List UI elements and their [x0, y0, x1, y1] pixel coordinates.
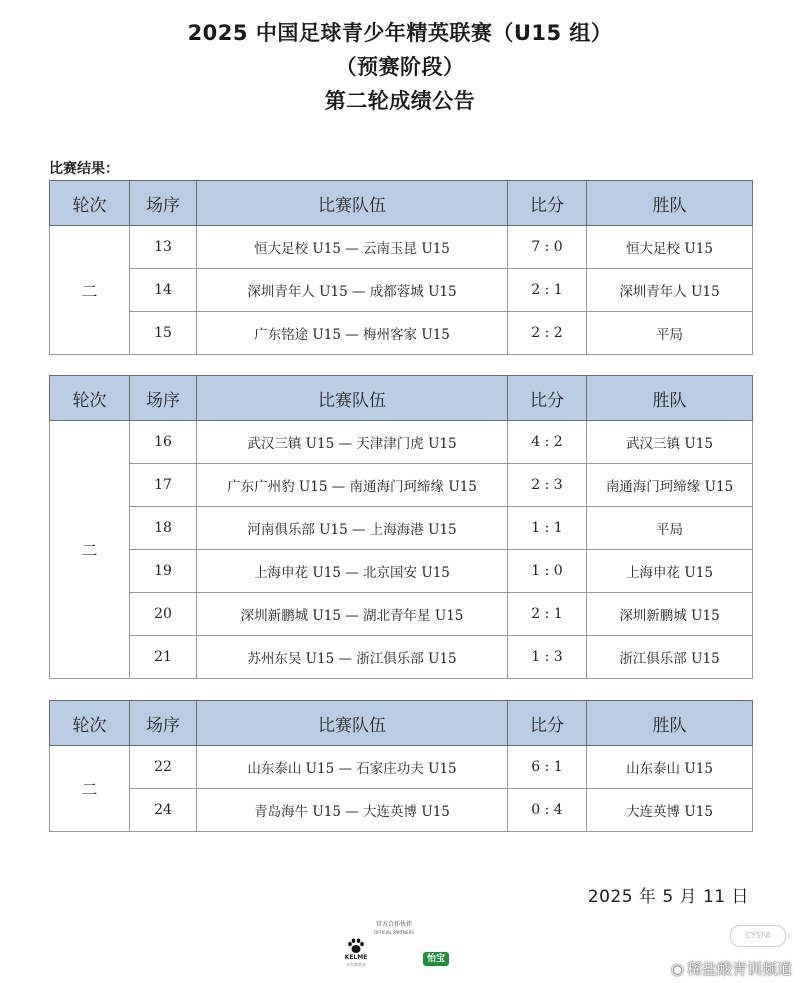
table-row [50, 226, 753, 269]
match-number-cell: 13 [130, 226, 197, 269]
score-cell: 0 : 4 [508, 789, 587, 832]
table-row [50, 312, 753, 355]
column-header: 比分 [508, 181, 587, 226]
paw-icon [347, 938, 365, 954]
title-block [0, 16, 800, 118]
column-header: 胜队 [587, 181, 753, 226]
header-row [50, 181, 753, 226]
round-cell: 二 [50, 746, 130, 832]
table-row [50, 421, 753, 464]
header-row [50, 376, 753, 421]
column-header: 胜队 [587, 701, 753, 746]
table-row [50, 746, 753, 789]
score-cell: 4 : 2 [508, 421, 587, 464]
teams-cell: 上海申花 U15 — 北京国安 U15 [197, 550, 508, 593]
column-header: 比分 [508, 376, 587, 421]
match-number-cell: 15 [130, 312, 197, 355]
table-row [50, 507, 753, 550]
table-row [50, 593, 753, 636]
results-table-1 [49, 180, 753, 355]
column-header: 轮次 [50, 376, 130, 421]
section-label: 比赛结果： [49, 161, 119, 177]
round-cell: 二 [50, 226, 130, 355]
match-number-cell: 18 [130, 507, 197, 550]
kelme-wordmark: KELME [344, 954, 368, 961]
teams-cell: 苏州东吴 U15 — 浙江俱乐部 U15 [197, 636, 508, 679]
header-row [50, 701, 753, 746]
score-cell: 2 : 1 [508, 593, 587, 636]
teams-cell: 武汉三镇 U15 — 天津津门虎 U15 [197, 421, 508, 464]
match-number-cell: 14 [130, 269, 197, 312]
announcement-date: 2025 年 5 月 11 日 [587, 887, 749, 907]
kelme-logo [338, 938, 374, 967]
winner-cell: 武汉三镇 U15 [587, 421, 753, 464]
score-cell: 1 : 0 [508, 550, 587, 593]
watermark-text: 稀盐酸青训频道 [686, 960, 792, 978]
channel-icon: ◉ [670, 960, 684, 978]
score-cell: 7 : 0 [508, 226, 587, 269]
match-number-cell: 20 [130, 593, 197, 636]
channel-watermark [671, 958, 792, 979]
teams-cell: 恒大足校 U15 — 云南玉昆 U15 [197, 226, 508, 269]
score-cell: 6 : 1 [508, 746, 587, 789]
winner-cell: 恒大足校 U15 [587, 226, 753, 269]
column-header: 比分 [508, 701, 587, 746]
column-header: 轮次 [50, 701, 130, 746]
title-line-2: （预赛阶段） [335, 55, 465, 79]
table-row [50, 636, 753, 679]
match-number-cell: 21 [130, 636, 197, 679]
column-header: 场序 [130, 181, 197, 226]
score-cell: 1 : 3 [508, 636, 587, 679]
title-line-1: 2025 中国足球青少年精英联赛（U15 组） [187, 21, 613, 45]
partners-label [374, 921, 414, 937]
match-number-cell: 19 [130, 550, 197, 593]
teams-cell: 广东铭途 U15 — 梅州客家 U15 [197, 312, 508, 355]
match-number-cell: 16 [130, 421, 197, 464]
yiyang-logo: 怡宝 [423, 952, 449, 966]
match-number-cell: 17 [130, 464, 197, 507]
results-table-3 [49, 700, 753, 832]
partners-label-en: OFFICIAL PARTNERS [374, 930, 414, 935]
association-stamp: CYSFA [730, 925, 786, 947]
table-row [50, 464, 753, 507]
score-cell: 2 : 2 [508, 312, 587, 355]
match-number-cell: 24 [130, 789, 197, 832]
teams-cell: 深圳新鹏城 U15 — 湖北青年星 U15 [197, 593, 508, 636]
round-cell: 二 [50, 421, 130, 679]
score-cell: 2 : 3 [508, 464, 587, 507]
column-header: 场序 [130, 376, 197, 421]
winner-cell: 山东泰山 U15 [587, 746, 753, 789]
column-header: 比赛队伍 [197, 181, 508, 226]
teams-cell: 广东广州豹 U15 — 南通海门珂缔缘 U15 [197, 464, 508, 507]
winner-cell: 大连英博 U15 [587, 789, 753, 832]
table-row [50, 789, 753, 832]
column-header: 场序 [130, 701, 197, 746]
winner-cell: 深圳青年人 U15 [587, 269, 753, 312]
kelme-subtext: 卡尔美官方 [346, 962, 366, 967]
winner-cell: 平局 [587, 312, 753, 355]
match-number-cell: 22 [130, 746, 197, 789]
winner-cell: 南通海门珂缔缘 U15 [587, 464, 753, 507]
winner-cell: 平局 [587, 507, 753, 550]
teams-cell: 河南俱乐部 U15 — 上海海港 U15 [197, 507, 508, 550]
teams-cell: 深圳青年人 U15 — 成都蓉城 U15 [197, 269, 508, 312]
winner-cell: 上海申花 U15 [587, 550, 753, 593]
column-header: 轮次 [50, 181, 130, 226]
table-row [50, 550, 753, 593]
score-cell: 1 : 1 [508, 507, 587, 550]
column-header: 胜队 [587, 376, 753, 421]
score-cell: 2 : 1 [508, 269, 587, 312]
teams-cell: 山东泰山 U15 — 石家庄功夫 U15 [197, 746, 508, 789]
table-row [50, 269, 753, 312]
partners-label-cn: 官方合作伙伴 [375, 921, 412, 928]
winner-cell: 浙江俱乐部 U15 [587, 636, 753, 679]
column-header: 比赛队伍 [197, 376, 508, 421]
column-header: 比赛队伍 [197, 701, 508, 746]
results-table-2 [49, 375, 753, 679]
title-line-3: 第二轮成绩公告 [324, 89, 476, 113]
winner-cell: 深圳新鹏城 U15 [587, 593, 753, 636]
teams-cell: 青岛海牛 U15 — 大连英博 U15 [197, 789, 508, 832]
